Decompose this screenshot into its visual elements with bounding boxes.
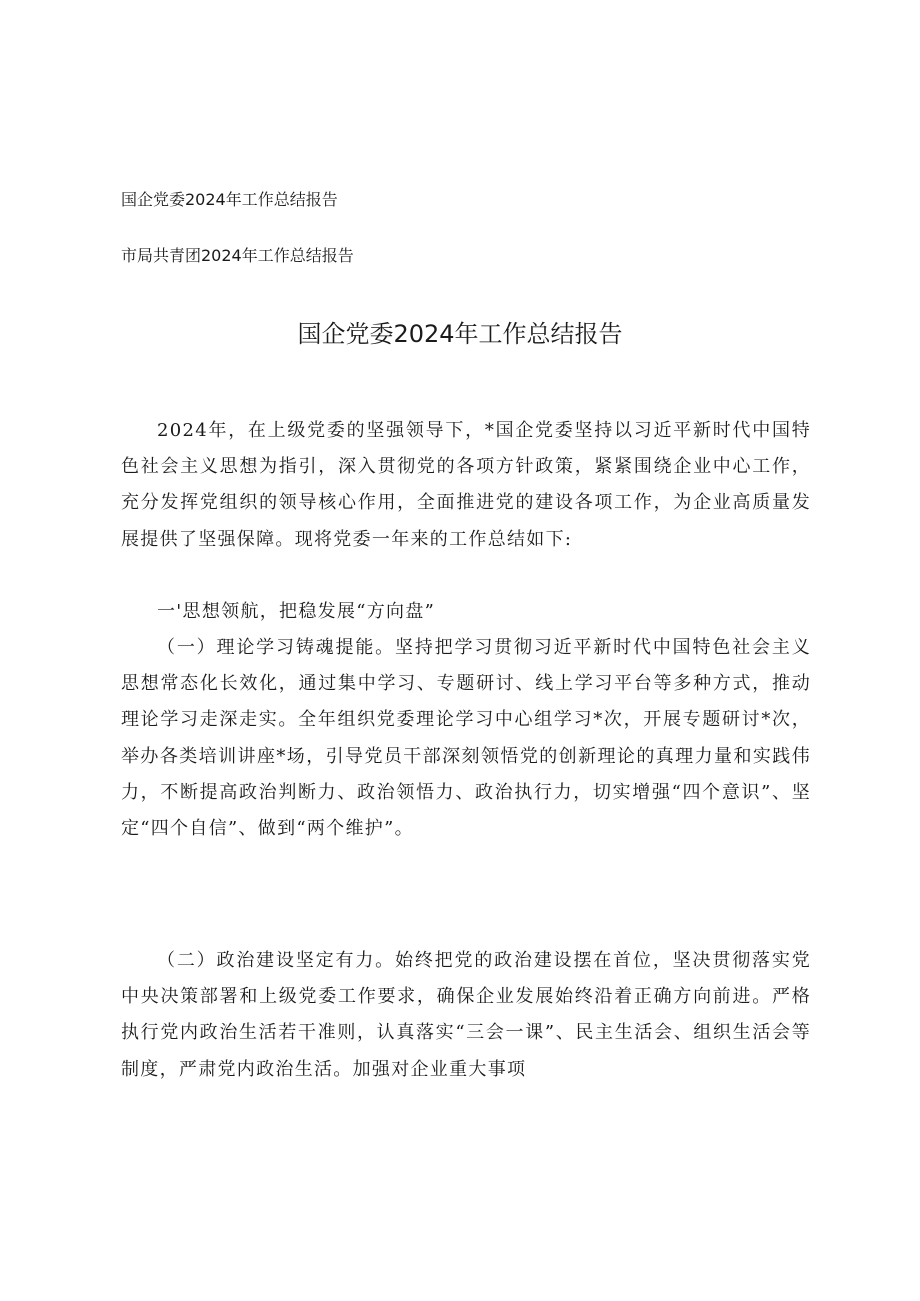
- paragraph-theory-study: （一）理论学习铸魂提能。坚持把学习贯彻习近平新时代中国特色社会主义思想常态化长效化，通过集中学习、专题研讨、线上学习平台等多种方式，推动理论学习走深走实。全年组织党委理论学习中心组学习*次，开展专题研讨*次，举办各类培训讲座*场，引导党员干部深刻领悟党的创新理论的真理力量和实践伟力，不断提高政治判断力、政治领悟力、政治执行力，切实增强“四个意识”、坚定“四个自信”、做到“两个维护”。: [121, 637, 811, 840]
- intro-paragraph: 2024年，在上级党委的坚强领导下，*国企党委坚持以习近平新时代中国特色社会主义思想为指引，深入贯彻党的各项方针政策，紧紧围绕企业中心工作，充分发挥党组织的领导核心作用，全面推进党的建设各项工作，为企业高质量发展提供了坚强保障。现将党委一年来的工作总结如下:: [121, 420, 811, 550]
- paragraph-political-building: （二）政治建设坚定有力。始终把党的政治建设摆在首位，坚决贯彻落实党中央决策部署和上级党委工作要求，确保企业发展始终沿着正确方向前进。严格执行党内政治生活若干准则，认真落实“三会一课”、民主生活会、组织生活会等制度，严肃党内政治生活。加强对企业重大事项: [121, 950, 811, 1080]
- section-heading-1: 一'思想领航，把稳发展“方向盘”: [157, 601, 436, 622]
- document-title: 国企党委2024年工作总结报告: [297, 320, 623, 348]
- toc-item-youth-league-report[interactable]: 市局共青团2024年工作总结报告: [121, 246, 354, 265]
- toc-item-party-committee-report[interactable]: 国企党委2024年工作总结报告: [121, 190, 338, 209]
